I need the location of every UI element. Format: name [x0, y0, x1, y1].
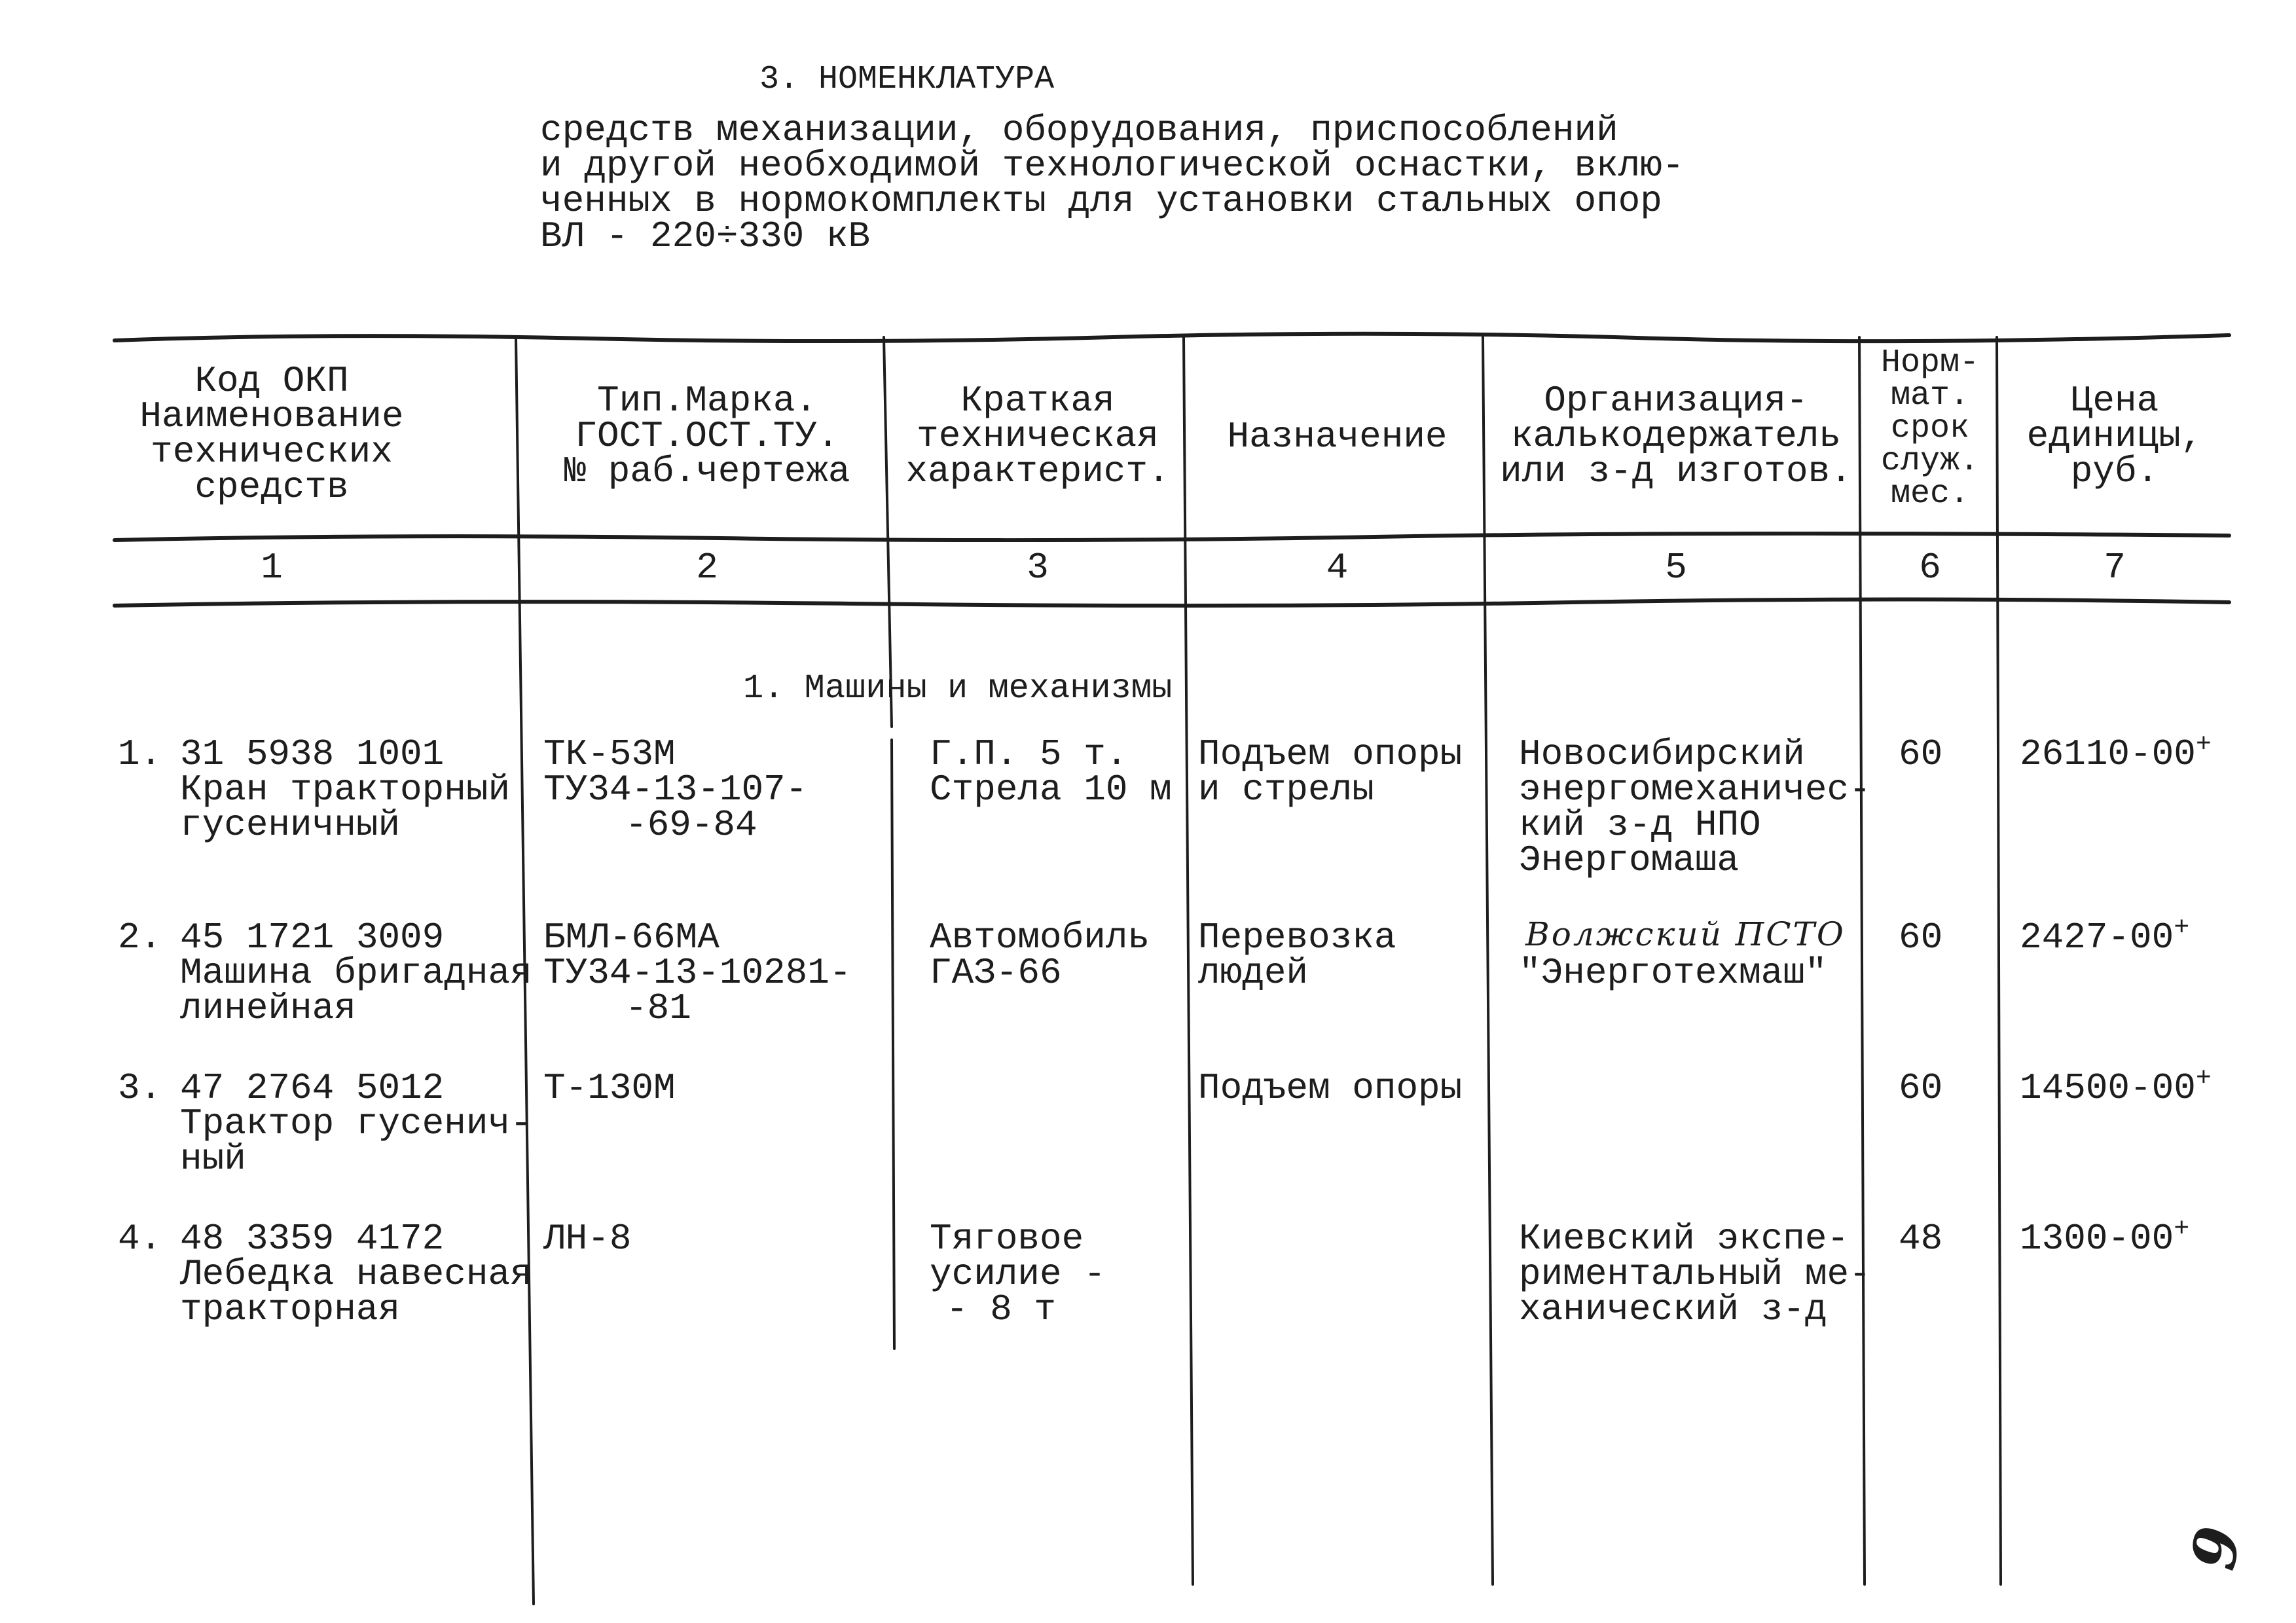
page-number: 6 — [2176, 1521, 2253, 1575]
item-name-line: Трактор гусенич- — [180, 1103, 532, 1144]
org-line: энергомеханичес- — [1519, 769, 1871, 811]
document-heading: 3. НОМЕНКЛАТУРА — [759, 61, 1055, 98]
spec-line: Стрела 10 м — [930, 769, 1172, 811]
item-name-line: гусеничный — [180, 804, 401, 846]
column-header-1: Код ОКП Наименование технических средств — [139, 360, 404, 508]
org-line: Энергомаша — [1519, 839, 1740, 881]
okp-code: 47 2764 5012 — [180, 1067, 445, 1109]
rule-numbers-bottom — [115, 600, 2229, 606]
type-line: ТУ34-13-107- — [543, 769, 808, 811]
type-line: -69-84 — [625, 804, 757, 846]
org-handwritten-note: Волжский ПСТО — [1525, 915, 1846, 953]
column-number-5: 5 — [1665, 547, 1687, 589]
rule-header-bottom — [115, 534, 2229, 540]
org-line: кий з-д НПО — [1519, 804, 1761, 846]
spec-line: Автомобиль — [930, 917, 1150, 958]
org-line: ханический з-д — [1519, 1288, 1827, 1330]
org-line: риментальный ме- — [1519, 1253, 1871, 1295]
unit-price: 26110-00+ — [2020, 730, 2212, 775]
column-number-2: 2 — [696, 547, 718, 589]
type-line: БМЛ-66МА — [543, 917, 720, 958]
column-number-1: 1 — [261, 547, 283, 589]
type-line: Т-130М — [543, 1067, 676, 1109]
item-name-line: ный — [180, 1138, 246, 1180]
spec-line: ГАЗ-66 — [930, 952, 1062, 994]
column-header-2: Тип.Марка. ГОСТ.ОСТ.ТУ. № раб.чертежа — [564, 380, 850, 492]
subtitle-line-1: средств механизации, оборудования, приспособлений — [540, 109, 1618, 151]
type-line: ТУ34-13-10281- — [543, 952, 852, 994]
column-divider-4 — [1483, 337, 1493, 1584]
item-name-line: Лебедка навесная — [180, 1253, 532, 1295]
service-term: 60 — [1899, 733, 1943, 775]
purpose-line: Подъем опоры — [1198, 1067, 1463, 1109]
spec-line: Тяговое — [930, 1218, 1084, 1260]
column-divider-3 — [1184, 337, 1193, 1584]
type-line: ТК-53М — [543, 733, 676, 775]
service-term: 48 — [1899, 1218, 1943, 1260]
purpose-line: людей — [1198, 952, 1309, 994]
subtitle-line-2: и другой необходимой технологической оснастки, вклю- — [540, 145, 1685, 187]
row-number: 2. — [118, 917, 162, 958]
item-name-line: тракторная — [180, 1288, 401, 1330]
column-divider-2-lower — [892, 740, 894, 1349]
column-header-3: Краткая техническая характерист. — [905, 380, 1170, 492]
item-name-line: линейная — [180, 987, 356, 1029]
unit-price: 2427-00+ — [2020, 913, 2190, 958]
unit-price: 1300-00+ — [2020, 1214, 2190, 1260]
org-line: Киевский экспе- — [1519, 1218, 1850, 1260]
row-number: 1. — [118, 733, 162, 775]
okp-code: 48 3359 4172 — [180, 1218, 445, 1260]
column-header-7: Цена единицы, руб. — [2026, 380, 2203, 492]
spec-line: - 8 т — [946, 1288, 1057, 1330]
column-header-4: Назначение — [1227, 416, 1448, 458]
section-title: 1. Машины и механизмы — [743, 669, 1173, 708]
item-name-line: Кран тракторный — [180, 769, 511, 811]
purpose-line: и стрелы — [1198, 769, 1374, 811]
org-line: Новосибирский — [1519, 733, 1805, 775]
column-number-3: 3 — [1027, 547, 1049, 589]
column-divider-6 — [1997, 337, 2001, 1584]
spec-line: усилие - — [930, 1253, 1106, 1295]
row-number: 4. — [118, 1218, 162, 1260]
type-line: ЛН-8 — [543, 1218, 632, 1260]
type-line: -81 — [625, 987, 691, 1029]
rule-top — [115, 334, 2229, 341]
column-header-5: Организация- калькодержатель или з-д изготов. — [1500, 380, 1852, 492]
spec-line: Г.П. 5 т. — [930, 733, 1128, 775]
okp-code: 45 1721 3009 — [180, 917, 445, 958]
item-name-line: Машина бригадная — [180, 952, 532, 994]
okp-code: 31 5938 1001 — [180, 733, 445, 775]
row-number: 3. — [118, 1067, 162, 1109]
subtitle-line-4: ВЛ - 220÷330 кВ — [540, 215, 871, 257]
org-line: "Энерготехмаш" — [1519, 952, 1827, 994]
subtitle-line-3: ченных в нормокомплекты для установки стальных опор — [540, 180, 1662, 222]
column-number-6: 6 — [1919, 547, 1941, 589]
service-term: 60 — [1899, 1067, 1943, 1109]
purpose-line: Перевозка — [1198, 917, 1396, 958]
column-number-4: 4 — [1326, 547, 1349, 589]
column-number-7: 7 — [2104, 547, 2126, 589]
service-term: 60 — [1899, 917, 1943, 958]
column-divider-5 — [1859, 337, 1865, 1584]
unit-price: 14500-00+ — [2020, 1064, 2212, 1109]
column-header-6: Норм- мат. срок служ. мес. — [1880, 344, 1980, 513]
purpose-line: Подъем опоры — [1198, 733, 1463, 775]
